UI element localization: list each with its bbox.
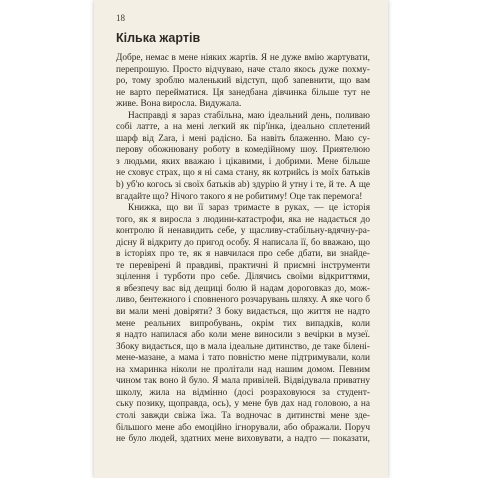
page-number: 18 <box>116 13 125 23</box>
text-line: Збоку видається, що в мала ідеальне дитинство, де таке білені- <box>116 341 370 352</box>
text-line: того, як я виросла з людини-катастрофи, яка не надається до <box>116 214 370 225</box>
text-line: на хмаринка ніколи не пролітали над нашим домом. Певним <box>116 364 370 375</box>
text-line: вгадайте що? Нічого такого я не робитиму! Оце так перемога! <box>116 191 363 202</box>
chapter-title: Кілька жартів <box>116 31 201 45</box>
text-line: не було людей, здатних мене виховувати, а надто — показати, <box>116 434 370 445</box>
book-page <box>94 0 388 478</box>
text-line: в історіях про те, як я навчилася про себе дбати, ви знайде- <box>116 249 370 260</box>
text-line: не варто перейматися. Ця занедбана дівчинка більше тут не <box>116 87 370 98</box>
text-line: Насправді я зараз стабільна, маю ідеальний день, поливаю <box>128 110 370 121</box>
text-line: з людьми, яких вважаю і цікавими, і добрими. Мене більше <box>116 156 370 167</box>
text-line: чином так воно й було. Я мала привілей. Відвідувала приватну <box>116 376 370 387</box>
text-line: більшого мене або емоційно ігнорували, або ображали. Поруч <box>116 422 370 433</box>
text-line: я надто напилася або коли мене виносили з вечірки в музеї. <box>116 330 370 341</box>
text-line: не сховує страх, що я ні сама стану, як котрийсь із моїх батьків <box>116 168 370 179</box>
text-line: перову обожнювану роботу в комедійному шоу. Приятелюю <box>116 145 370 156</box>
text-line: ро, тому зроблю маленький відступ, щоб запевнити, що вам <box>116 76 370 87</box>
text-line: те перевірені й правдиві, практичні й приємні інструменти <box>116 260 370 271</box>
text-line: Добре, немає в мене ніяких жартів. Я не дуже вмію жартувати, <box>116 53 370 63</box>
text-line: перепрошую. Просто відчуваю, наче стало якось дуже похму- <box>116 64 370 75</box>
text-line: я вбезпечу вас від дещиці болю й надам дороговказ до, мож- <box>116 283 370 294</box>
text-line: шарф від Zara, і мені радісно. Ба навіть блаженно. Маю су- <box>116 133 370 144</box>
text-line: мене реальних випробувань, окрім тих випадків, коли <box>116 318 370 329</box>
text-line: живе. Вона виросла. Видужала. <box>116 99 242 110</box>
text-line: зцілення і турботи про себе. Ділячись своїми відкриттями, <box>116 272 370 283</box>
text-line: мене-мазане, а мама і тато повністю мене підтримували, коли <box>116 353 370 364</box>
text-line: столі завжди свіжа їжа. Та водночас в дитинстві мене здe- <box>116 410 370 421</box>
text-line: ську позику, щоправда, ось), у мене був дах над головою, а на <box>116 399 370 410</box>
body-text <box>116 53 370 446</box>
text-line: Книжка, що ви її зараз тримаєте в руках, — це історія <box>128 203 370 214</box>
text-line: собі латте, а на мені легкий як пір'їнка, ідеально сплетений <box>116 122 370 133</box>
text-line: b) уб'ю когось зі своїх батьків ab) здурію й утну і те, й те. А ще <box>116 180 370 191</box>
text-line: контролю й ненавидить себе, у щасливу-стабільну-вдячну-ра- <box>116 226 370 237</box>
text-line: ливо, бентежного і сповненого розчарувань шляху. А яке чого б <box>116 295 370 306</box>
text-line: ви мали мені довіряти? З боку видається, що життя не надто <box>116 307 370 318</box>
text-line: школу, жила на відмінно (досі розраховуюся за студент- <box>116 387 370 398</box>
text-line: діснy й відкриту до пригод особу. Я написала її, бо вважаю, що <box>116 237 370 248</box>
